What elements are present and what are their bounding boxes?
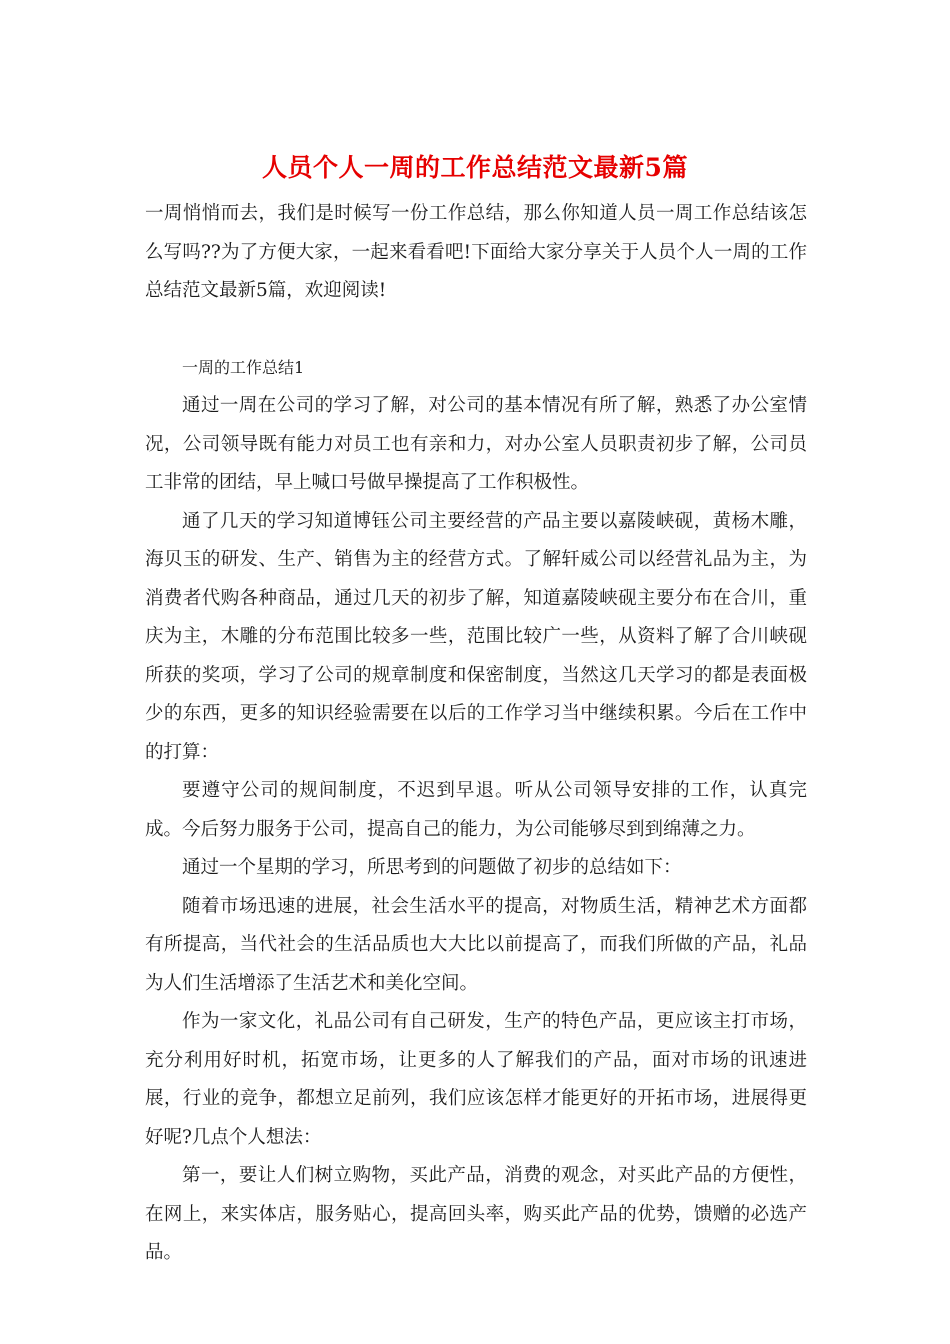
document-title: 人员个人一周的工作总结范文最新5篇: [262, 153, 688, 182]
body-paragraph: 通过一个星期的学习，所思考到的问题做了初步的总结如下：: [182, 857, 682, 878]
body-paragraph: 随着市场迅速的进展，社会生活水平的提高，对物质生活，精神艺术方面都有所提高，当代社会的生活品质也大大比以前提高了，而我们所做的产品，礼品为人们生活增添了生活艺术和美化空间。: [145, 895, 807, 994]
body-paragraph: 通了几天的学习知道博钰公司主要经营的产品主要以嘉陵峡砚，黄杨木雕，海贝玉的研发、生产、销售为主的经营方式。了解轩威公司以经营礼品为主，为消费者代购各种商品，通过几天的初步了解，知道嘉陵峡砚主要分布在合川，重庆为主，木雕的分布范围比较多一些，范围比较广一些，从资料了解了合川峡砚所获的奖项，学习了公司的规章制度和保密制度，当然这几天学习的都是表面极少的东西，更多的知识经验需要在以后的工作学习当中继续积累。今后在工作中的打算：: [145, 510, 807, 763]
body-paragraph: 第一，要让人们树立购物，买此产品，消费的观念，对买此产品的方便性，在网上，来实体店，服务贴心，提高回头率，购买此产品的优势，馈赠的必选产品。: [145, 1165, 807, 1263]
document-body: [145, 195, 807, 1273]
intro-paragraph: 一周悄悄而去，我们是时候写一份工作总结，那么你知道人员一周工作总结该怎么写吗??为了方便大家，一起来看看吧!下面给大家分享关于人员个人一周的工作总结范文最新5篇，欢迎阅读!: [145, 203, 807, 301]
body-paragraph: 要遵守公司的规间制度，不迟到早退。听从公司领导安排的工作，认真完成。今后努力服务于公司，提高自己的能力，为公司能够尽到到绵薄之力。: [145, 780, 807, 840]
body-paragraph: 通过一周在公司的学习了解，对公司的基本情况有所了解，熟悉了办公室情况，公司领导既有能力对员工也有亲和力，对办公室人员职责初步了解，公司员工非常的团结，早上喊口号做早操提高了工作积极性。: [145, 395, 807, 493]
body-paragraph: 作为一家文化，礼品公司有自己研发，生产的特色产品，更应该主打市场，充分利用好时机，拓宽市场，让更多的人了解我们的产品，面对市场的讯速进展，行业的竞争，都想立足前列，我们应该怎样才能更好的开拓市场，进展得更好呢?几点个人想法：: [145, 1011, 807, 1148]
section-heading: 一周的工作总结1: [182, 357, 305, 377]
